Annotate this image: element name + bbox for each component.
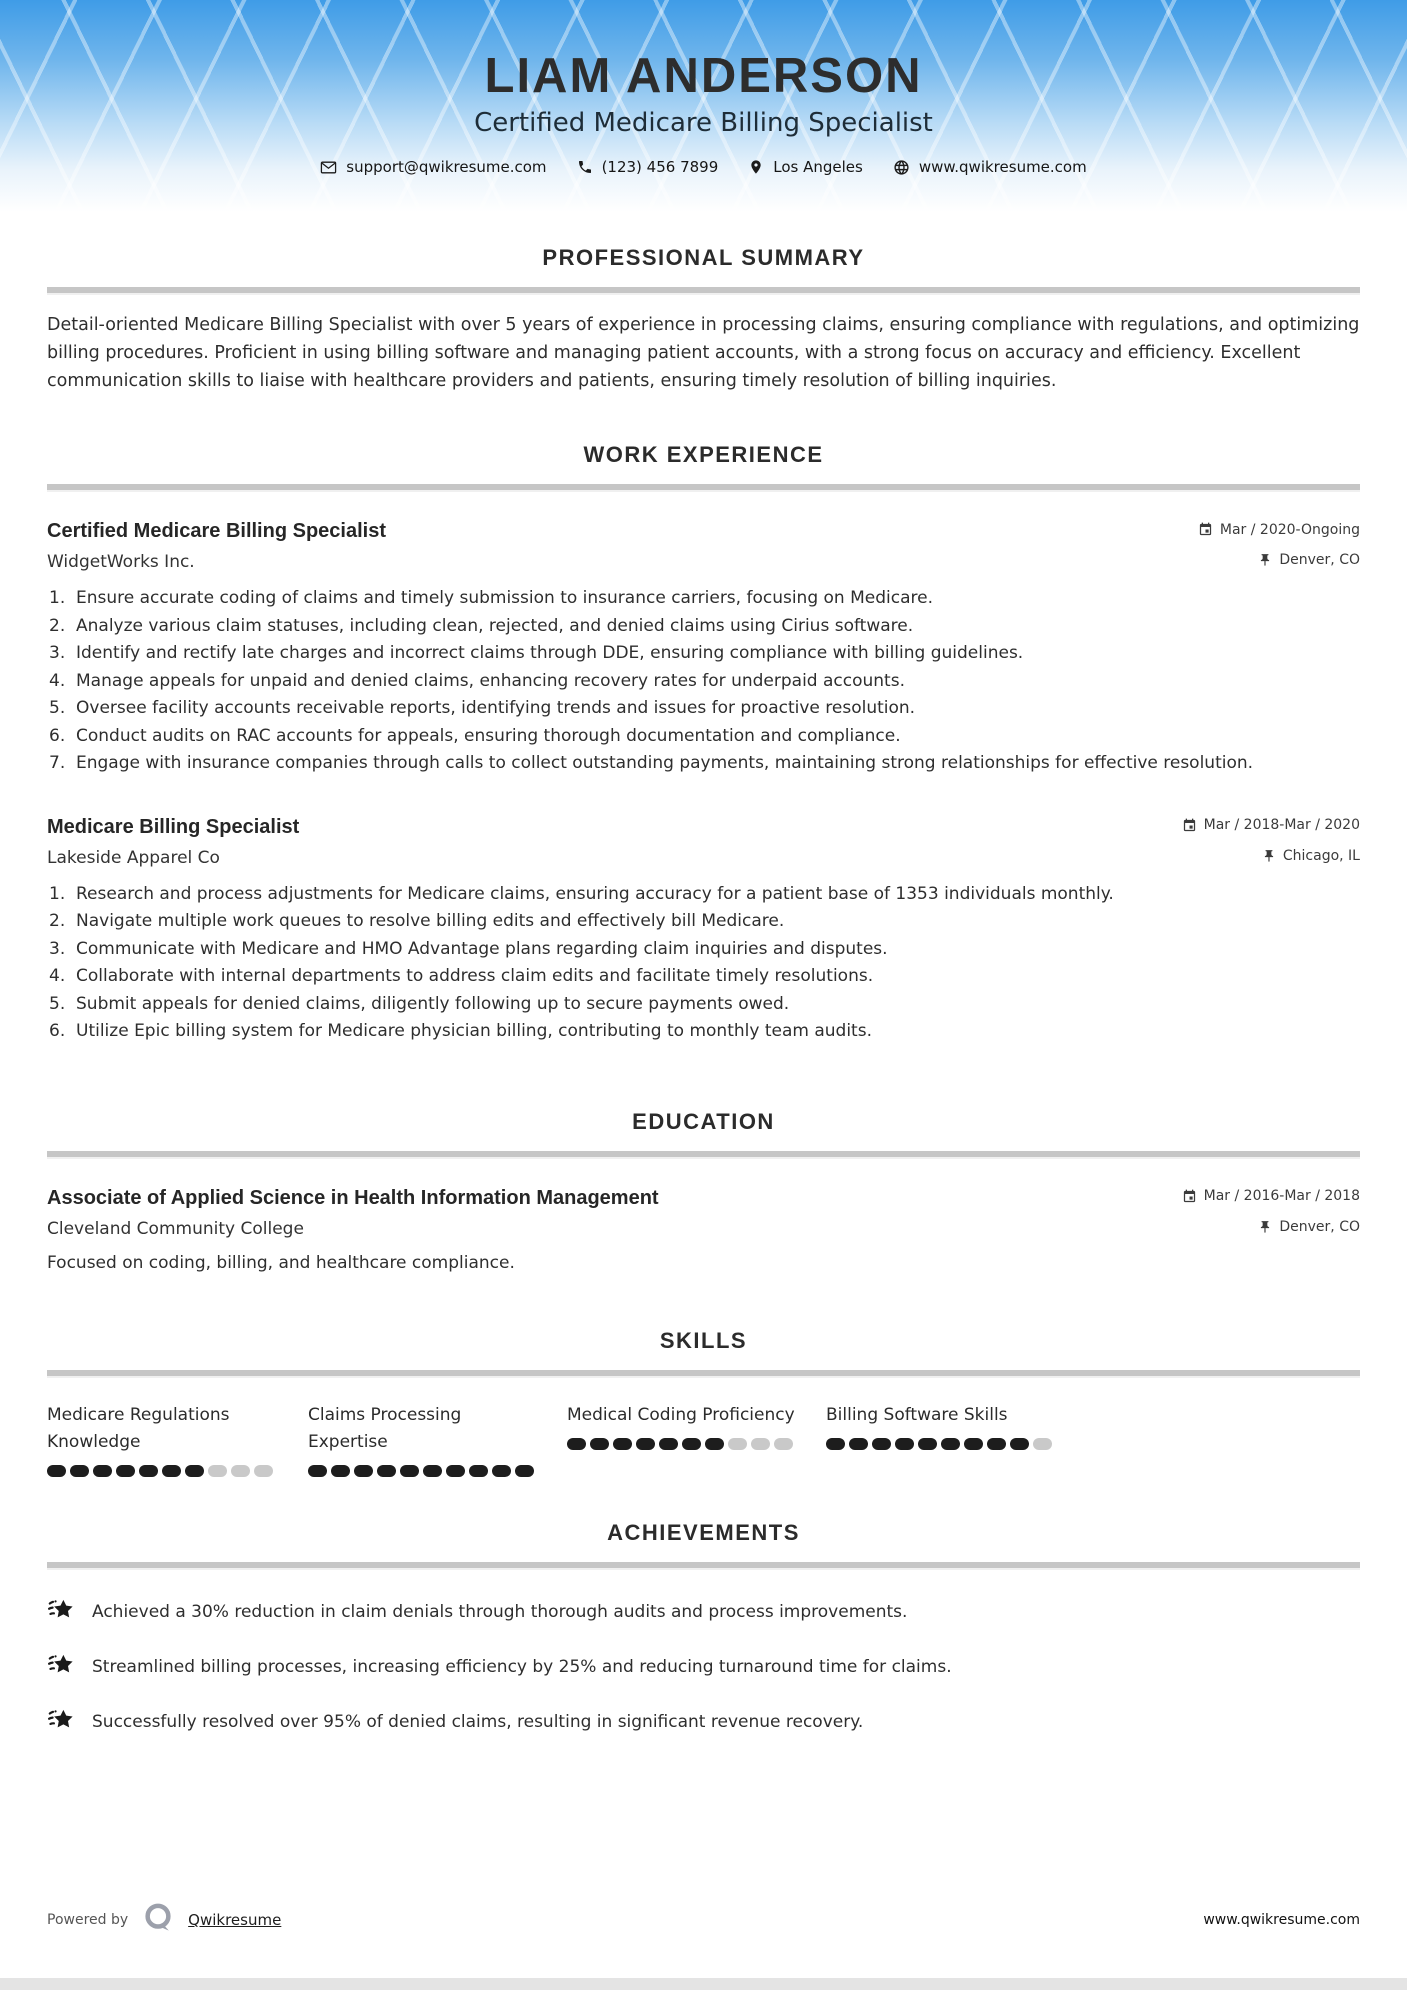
skill-dot bbox=[308, 1465, 327, 1477]
section-education bbox=[47, 1110, 1360, 1273]
calendar-icon bbox=[1182, 1189, 1197, 1204]
skill-name: Medicare Regulations Knowledge bbox=[47, 1404, 230, 1452]
skill-name: Medical Coding Proficiency bbox=[567, 1404, 795, 1425]
skill-dot bbox=[613, 1438, 632, 1450]
duty-item: Identify and rectify late charges and incorrect claims through DDE, ensuring compliance with billing guidelines. bbox=[76, 643, 1024, 663]
powered-by-label: Powered by bbox=[47, 1912, 129, 1928]
shooting-star-icon bbox=[47, 1596, 77, 1628]
resume-header bbox=[0, 0, 1407, 212]
section-divider bbox=[47, 484, 1360, 492]
skill-dot bbox=[162, 1465, 181, 1477]
duty-item: Communicate with Medicare and HMO Advantage plans regarding claim inquiries and disputes. bbox=[76, 938, 888, 959]
skill-meter bbox=[567, 1438, 826, 1450]
education-entry bbox=[47, 1185, 1360, 1273]
summary-text: Detail-oriented Medicare Billing Specialist with over 5 years of experience in processing claims, ensuring compliance with regulations, and optimizing billing procedures. Proficient in using billing software and managing patient accounts, with a strong focus on accuracy and efficiency. Excellent communication skills to liaise with healthcare providers and patients, ensuring timely resolution of billing inquiries. bbox=[47, 315, 1360, 391]
skill-dot bbox=[636, 1438, 655, 1450]
email-icon bbox=[320, 159, 337, 176]
contact-phone[interactable] bbox=[577, 158, 719, 176]
skill-meter bbox=[826, 1438, 1360, 1450]
school-name: Cleveland Community College bbox=[47, 1218, 304, 1239]
skill-dot bbox=[659, 1438, 678, 1450]
job-location bbox=[1258, 552, 1360, 568]
education-location-text: Denver, CO bbox=[1279, 1218, 1360, 1235]
skill-dot bbox=[941, 1438, 960, 1450]
skill-item bbox=[826, 1402, 1360, 1477]
page-footer bbox=[47, 1900, 1360, 1940]
skill-dot bbox=[354, 1465, 373, 1477]
job-dates bbox=[1198, 522, 1360, 538]
footer-website-link[interactable]: www.qwikresume.com bbox=[1203, 1912, 1360, 1928]
skill-dot bbox=[70, 1465, 89, 1477]
skills-grid bbox=[47, 1402, 1360, 1477]
skill-dot bbox=[1033, 1438, 1052, 1450]
section-achievements bbox=[47, 1521, 1360, 1738]
skill-dot bbox=[377, 1465, 396, 1477]
education-dates-text: Mar / 2016-Mar / 2018 bbox=[1203, 1188, 1360, 1204]
section-divider bbox=[47, 1562, 1360, 1570]
job-location bbox=[1262, 848, 1360, 864]
achievement-item bbox=[47, 1651, 1360, 1683]
section-divider bbox=[47, 1151, 1360, 1159]
skill-dot bbox=[492, 1465, 511, 1477]
skill-dot bbox=[705, 1438, 724, 1450]
achievements-heading: ACHIEVEMENTS bbox=[607, 1519, 800, 1545]
skill-dot bbox=[139, 1465, 158, 1477]
calendar-icon bbox=[1198, 522, 1213, 537]
duty-item: Conduct audits on RAC accounts for appeals, ensuring thorough documentation and compliance. bbox=[76, 725, 901, 746]
skill-dot bbox=[826, 1438, 845, 1450]
skill-dot bbox=[231, 1465, 250, 1477]
skill-dot bbox=[918, 1438, 937, 1450]
pushpin-icon bbox=[1258, 1220, 1272, 1234]
duty-item: Collaborate with internal departments to address claim edits and facilitate timely resolutions. bbox=[76, 966, 874, 986]
duty-item: Submit appeals for denied claims, diligently following up to secure payments owed. bbox=[76, 993, 790, 1014]
contact-phone-text: (123) 456 7899 bbox=[601, 158, 719, 176]
achievement-text: Successfully resolved over 95% of denied claims, resulting in significant revenue recovery. bbox=[92, 1711, 864, 1732]
qwikresume-logo-icon bbox=[140, 1900, 176, 1940]
summary-heading: PROFESSIONAL SUMMARY bbox=[542, 245, 865, 270]
skill-item bbox=[47, 1402, 308, 1477]
skill-dot bbox=[446, 1465, 465, 1477]
phone-icon bbox=[577, 159, 593, 175]
skill-dot bbox=[895, 1438, 914, 1450]
achievement-text: Achieved a 30% reduction in claim denials through thorough audits and process improvements. bbox=[92, 1601, 908, 1622]
achievements-list bbox=[47, 1596, 1360, 1738]
skill-dot bbox=[185, 1465, 204, 1477]
qwikresume-brand-link[interactable]: Qwikresume bbox=[188, 1911, 282, 1929]
section-skills bbox=[47, 1329, 1360, 1477]
calendar-icon bbox=[1182, 818, 1197, 833]
contact-location bbox=[748, 158, 863, 176]
skill-dot bbox=[872, 1438, 891, 1450]
powered-by bbox=[47, 1900, 281, 1940]
skill-dot bbox=[751, 1438, 770, 1450]
job-dates-text: Mar / 2020-Ongoing bbox=[1219, 521, 1360, 538]
skill-dot bbox=[987, 1438, 1006, 1450]
skill-dot bbox=[423, 1465, 442, 1477]
job-title: Certified Medicare Billing Specialist bbox=[47, 520, 386, 542]
duty-item: Manage appeals for unpaid and denied claims, enhancing recovery rates for underpaid accounts. bbox=[76, 670, 905, 691]
skill-meter bbox=[47, 1465, 308, 1477]
skill-dot bbox=[208, 1465, 227, 1477]
contact-bar bbox=[0, 158, 1407, 176]
section-divider bbox=[47, 1370, 1360, 1378]
duty-item: Research and process adjustments for Medicare claims, ensuring accuracy for a patient base of 1353 individuals monthly. bbox=[76, 883, 1114, 904]
skill-dot bbox=[1010, 1438, 1029, 1450]
job-entry bbox=[47, 518, 1360, 778]
skill-dot bbox=[590, 1438, 609, 1450]
contact-email[interactable] bbox=[320, 158, 546, 176]
globe-icon bbox=[893, 159, 910, 176]
candidate-name: LIAM ANDERSON bbox=[484, 49, 923, 103]
job-company: WidgetWorks Inc. bbox=[47, 552, 195, 572]
duty-item: Ensure accurate coding of claims and timely submission to insurance carriers, focusing on Medicare. bbox=[76, 588, 933, 608]
skill-meter bbox=[308, 1465, 567, 1477]
education-location bbox=[1258, 1219, 1360, 1235]
contact-location-text: Los Angeles bbox=[773, 158, 863, 176]
skill-dot bbox=[254, 1465, 273, 1477]
duty-item: Navigate multiple work queues to resolve billing edits and effectively bill Medicare. bbox=[76, 911, 785, 931]
skill-dot bbox=[567, 1438, 586, 1450]
achievement-item bbox=[47, 1706, 1360, 1738]
candidate-title: Certified Medicare Billing Specialist bbox=[474, 108, 933, 138]
skill-dot bbox=[964, 1438, 983, 1450]
skill-dot bbox=[469, 1465, 488, 1477]
duty-item: Analyze various claim statuses, including clean, rejected, and denied claims using Cirius software. bbox=[76, 615, 914, 636]
skill-dot bbox=[849, 1438, 868, 1450]
education-heading: EDUCATION bbox=[632, 1108, 775, 1134]
skill-dot bbox=[400, 1465, 419, 1477]
job-location-text: Chicago, IL bbox=[1282, 847, 1360, 864]
skill-dot bbox=[515, 1465, 534, 1477]
job-duties bbox=[49, 585, 1360, 778]
job-dates bbox=[1182, 817, 1360, 833]
skill-dot bbox=[116, 1465, 135, 1477]
job-company: Lakeside Apparel Co bbox=[47, 847, 220, 868]
contact-email-text: support@qwikresume.com bbox=[346, 158, 547, 176]
skill-dot bbox=[331, 1465, 350, 1477]
skill-item bbox=[567, 1402, 826, 1477]
pushpin-icon bbox=[1262, 849, 1276, 863]
education-dates bbox=[1182, 1188, 1360, 1204]
job-entry bbox=[47, 814, 1360, 1046]
education-note: Focused on coding, billing, and healthcare compliance. bbox=[47, 1252, 515, 1273]
shooting-star-icon bbox=[47, 1706, 77, 1738]
section-summary bbox=[47, 246, 1360, 395]
section-experience bbox=[47, 443, 1360, 1046]
skill-dot bbox=[47, 1465, 66, 1477]
contact-website-text: www.qwikresume.com bbox=[918, 158, 1087, 176]
skill-dot bbox=[774, 1438, 793, 1450]
contact-website[interactable] bbox=[893, 158, 1087, 176]
pushpin-icon bbox=[1258, 553, 1272, 567]
duty-item: Oversee facility accounts receivable reports, identifying trends and issues for proactive resolution. bbox=[76, 698, 916, 718]
section-divider bbox=[47, 287, 1360, 295]
achievement-item bbox=[47, 1596, 1360, 1628]
skill-name: Billing Software Skills bbox=[826, 1404, 1008, 1425]
skill-name: Claims Processing Expertise bbox=[308, 1404, 462, 1452]
skill-dot bbox=[93, 1465, 112, 1477]
skill-dot bbox=[728, 1438, 747, 1450]
duty-item: Utilize Epic billing system for Medicare physician billing, contributing to monthly team audits. bbox=[76, 1021, 872, 1041]
resume-body bbox=[0, 246, 1407, 1738]
shooting-star-icon bbox=[47, 1651, 77, 1683]
duty-item: Engage with insurance companies through calls to collect outstanding payments, maintaining strong relationships for effective resolution. bbox=[76, 753, 1254, 773]
skills-heading: SKILLS bbox=[659, 1327, 748, 1353]
degree-title: Associate of Applied Science in Health Information Management bbox=[47, 1186, 659, 1209]
skill-dot bbox=[682, 1438, 701, 1450]
achievement-text: Streamlined billing processes, increasing efficiency by 25% and reducing turnaround time for claims. bbox=[92, 1656, 952, 1677]
job-title: Medicare Billing Specialist bbox=[47, 815, 300, 838]
job-dates-text: Mar / 2018-Mar / 2020 bbox=[1203, 817, 1360, 833]
experience-heading: WORK EXPERIENCE bbox=[583, 442, 824, 467]
map-pin-icon bbox=[748, 159, 764, 175]
skill-item bbox=[308, 1402, 567, 1477]
job-duties bbox=[49, 881, 1360, 1046]
page-bottom-strip bbox=[0, 1978, 1407, 1990]
job-location-text: Denver, CO bbox=[1279, 552, 1360, 568]
